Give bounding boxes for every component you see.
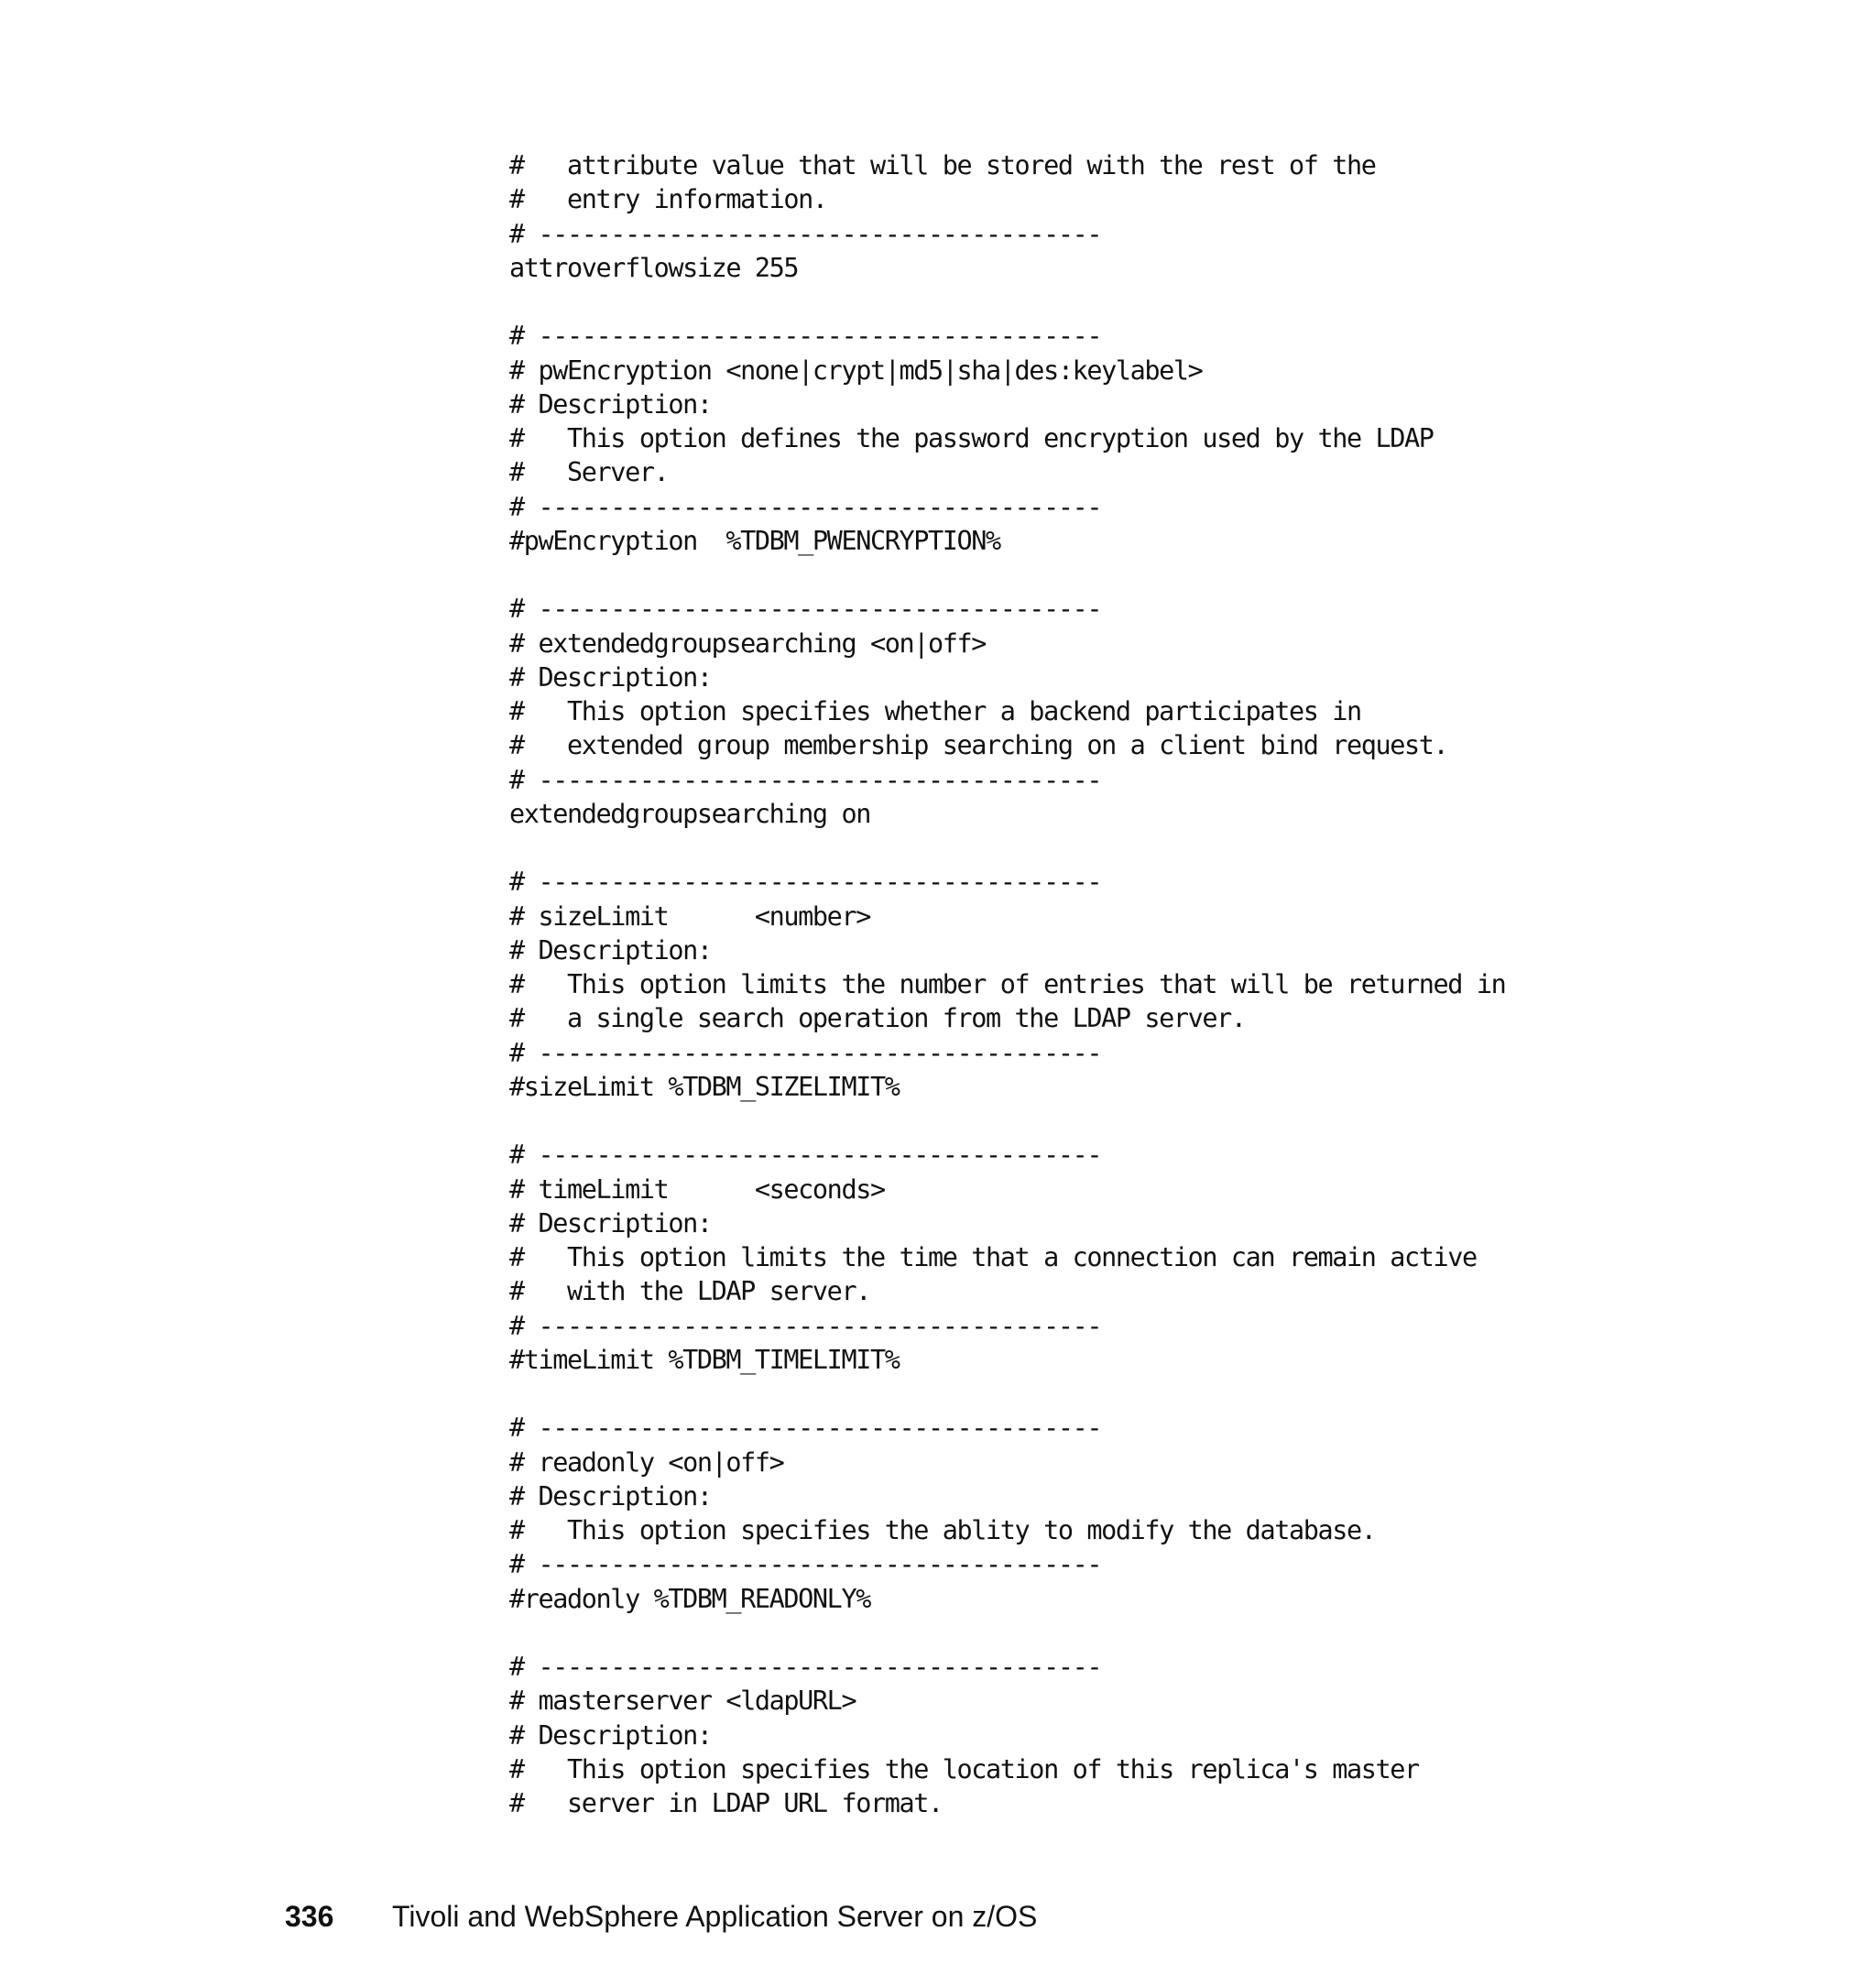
code-line: # This option limits the number of entries that will be returned in [509, 969, 1506, 999]
code-line: # --------------------------------------- [509, 1413, 1102, 1444]
code-line: #pwEncryption %TDBM_PWENCRYPTION% [509, 525, 1000, 556]
code-line: # This option specifies whether a backend participates in [509, 696, 1361, 726]
code-line: # Description: [509, 1480, 712, 1511]
code-line: # This option defines the password encryption used by the LDAP [509, 423, 1434, 453]
code-line: #sizeLimit %TDBM_SIZELIMIT% [509, 1071, 900, 1102]
code-line: # Server. [509, 457, 669, 488]
code-line: # Description: [509, 661, 712, 693]
code-line [509, 1616, 1609, 1650]
code-line: # Description: [509, 1207, 712, 1239]
code-line: # with the LDAP server. [509, 1276, 870, 1307]
code-line: # --------------------------------------- [509, 1652, 1102, 1682]
code-line [509, 285, 1609, 319]
code-line: # --------------------------------------- [509, 764, 1102, 795]
code-line: # --------------------------------------- [509, 1549, 1102, 1580]
code-line: # readonly <on|off> [509, 1446, 784, 1478]
code-line: #timeLimit %TDBM_TIMELIMIT% [509, 1344, 900, 1375]
code-line: # attribute value that will be stored with the rest of the [509, 150, 1376, 180]
book-title: Tivoli and WebSphere Application Server on z/OS [392, 1900, 1038, 1933]
code-line: # extendedgroupsearching <on|off> [509, 627, 987, 659]
code-line: # masterserver <ldapURL> [509, 1686, 856, 1717]
code-line: attroverflowsize 255 [509, 252, 799, 283]
code-line [509, 1104, 1609, 1138]
code-line: # pwEncryption <none|crypt|md5|sha|des:keylabel> [509, 355, 1203, 386]
code-line: # Description: [509, 934, 712, 966]
code-line: #readonly %TDBM_READONLY% [509, 1583, 870, 1614]
code-line: # server in LDAP URL format. [509, 1788, 943, 1818]
code-line [509, 831, 1609, 865]
code-line: # This option specifies the location of this replica's master [509, 1753, 1419, 1784]
code-line: # timeLimit <seconds> [509, 1173, 885, 1205]
code-line: # --------------------------------------- [509, 1310, 1102, 1341]
code-line: # --------------------------------------- [509, 594, 1102, 625]
code-line: # Description: [509, 388, 712, 420]
code-line: # --------------------------------------- [509, 1140, 1102, 1171]
page-footer [285, 1898, 1037, 1935]
code-line: extendedgroupsearching on [509, 798, 870, 829]
code-line: # --------------------------------------- [509, 1037, 1102, 1068]
code-line: # This option limits the time that a connection can remain active [509, 1242, 1477, 1272]
code-line: # --------------------------------------- [509, 491, 1102, 522]
code-line [509, 558, 1609, 592]
code-line: # --------------------------------------- [509, 218, 1102, 249]
code-line: # a single search operation from the LDAP server. [509, 1003, 1246, 1034]
page-number: 336 [285, 1900, 334, 1933]
code-line: # extended group membership searching on a client bind request. [509, 730, 1448, 761]
config-code-listing [509, 148, 1609, 1820]
code-line: # sizeLimit <number> [509, 900, 870, 932]
code-line: # This option specifies the ablity to modify the database. [509, 1515, 1376, 1545]
code-line [509, 1377, 1609, 1411]
code-line: # --------------------------------------- [509, 867, 1102, 898]
code-line: # --------------------------------------- [509, 321, 1102, 352]
code-line: # entry information. [509, 184, 827, 215]
code-line: # Description: [509, 1719, 712, 1751]
